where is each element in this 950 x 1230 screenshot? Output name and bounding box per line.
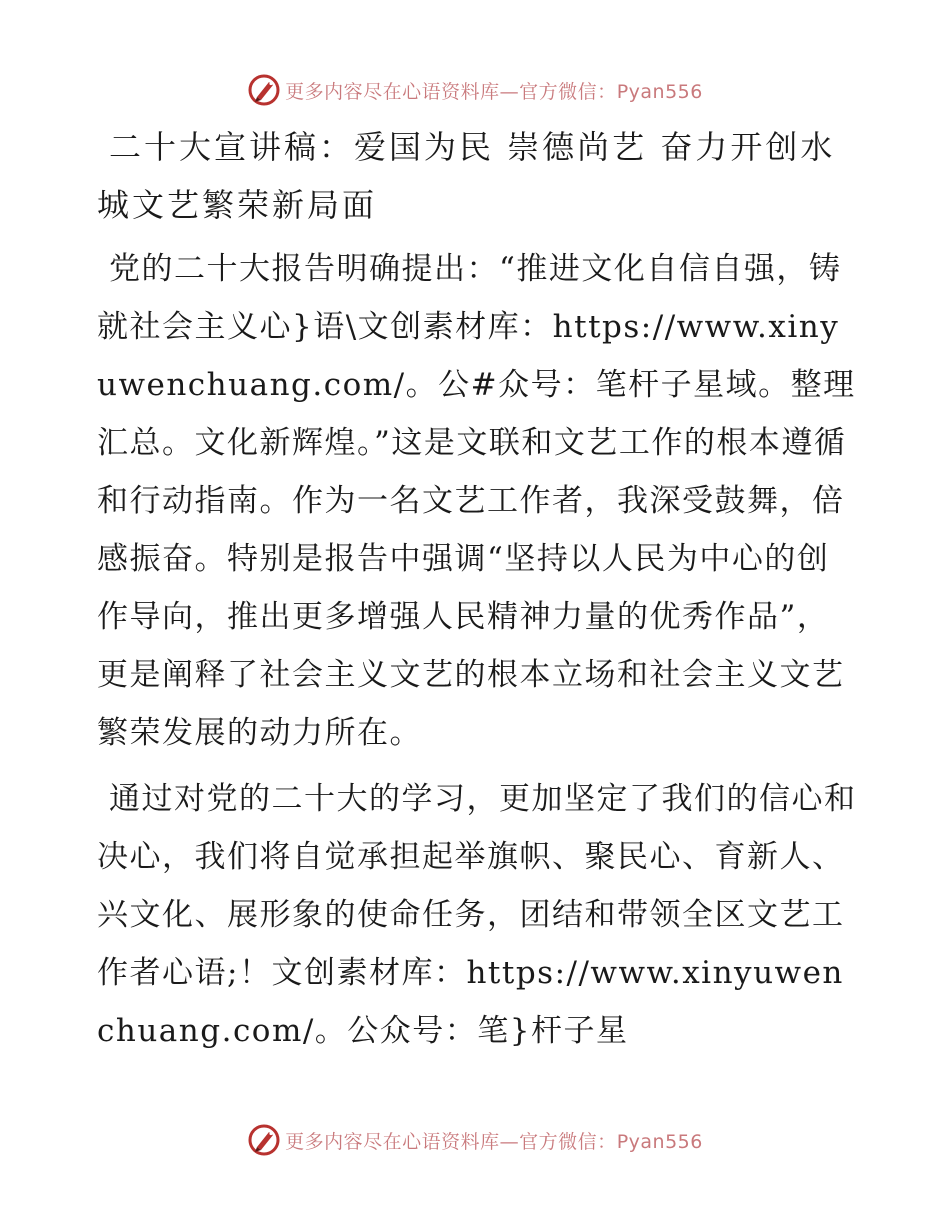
footer-contact-id: Pyan556 (616, 1130, 703, 1153)
pen-seal-logo-icon (247, 1123, 281, 1157)
header-brand-text: 更多内容尽在心语资料库 (285, 80, 500, 103)
footer-banner-text (285, 1127, 703, 1154)
pen-seal-logo-icon (247, 73, 281, 107)
header-separator: — (499, 80, 520, 103)
footer-brand-text: 更多内容尽在心语资料库 (285, 1130, 500, 1153)
header-banner-text (285, 77, 703, 104)
footer-separator: — (499, 1130, 520, 1153)
header-banner (0, 70, 950, 110)
header-contact-id: Pyan556 (616, 80, 703, 103)
paragraph: 通过对党的二十大的学习，更加坚定了我们的信心和决心，我们将自觉承担起举旗帜、聚民心、育新人、兴文化、展形象的使命任务，团结和带领全区文艺工作者心语;！文创素材库：https://www.xinyuwenchuang.com/。公众号：笔}杆子星 (97, 781, 857, 1049)
footer-banner (0, 1120, 950, 1160)
header-contact-label: 官方微信： (519, 80, 617, 103)
footer-contact-label: 官方微信： (519, 1130, 617, 1153)
document-body (97, 118, 857, 1068)
document-title: 二十大宣讲稿：爱国为民 崇德尚艺 奋力开创水城文艺繁荣新局面 (97, 128, 836, 224)
paragraph: 党的二十大报告明确提出：“推进文化自信自强，铸就社会主义心}语\文创素材库：https://www.xinyuwenchuang.com/。公#众号：笔杆子星域。整理汇总。文化新辉煌。”这是文联和文艺工作的根本遵循和行动指南。作为一名文艺工作者，我深受鼓舞，倍感振奋。特别是报告中强调“坚持以人民为中心的创作导向，推出更多增强人民精神力量的优秀作品”，更是阐释了社会主义文艺的根本立场和社会主义文艺繁荣发展的动力所在。 (97, 251, 856, 751)
